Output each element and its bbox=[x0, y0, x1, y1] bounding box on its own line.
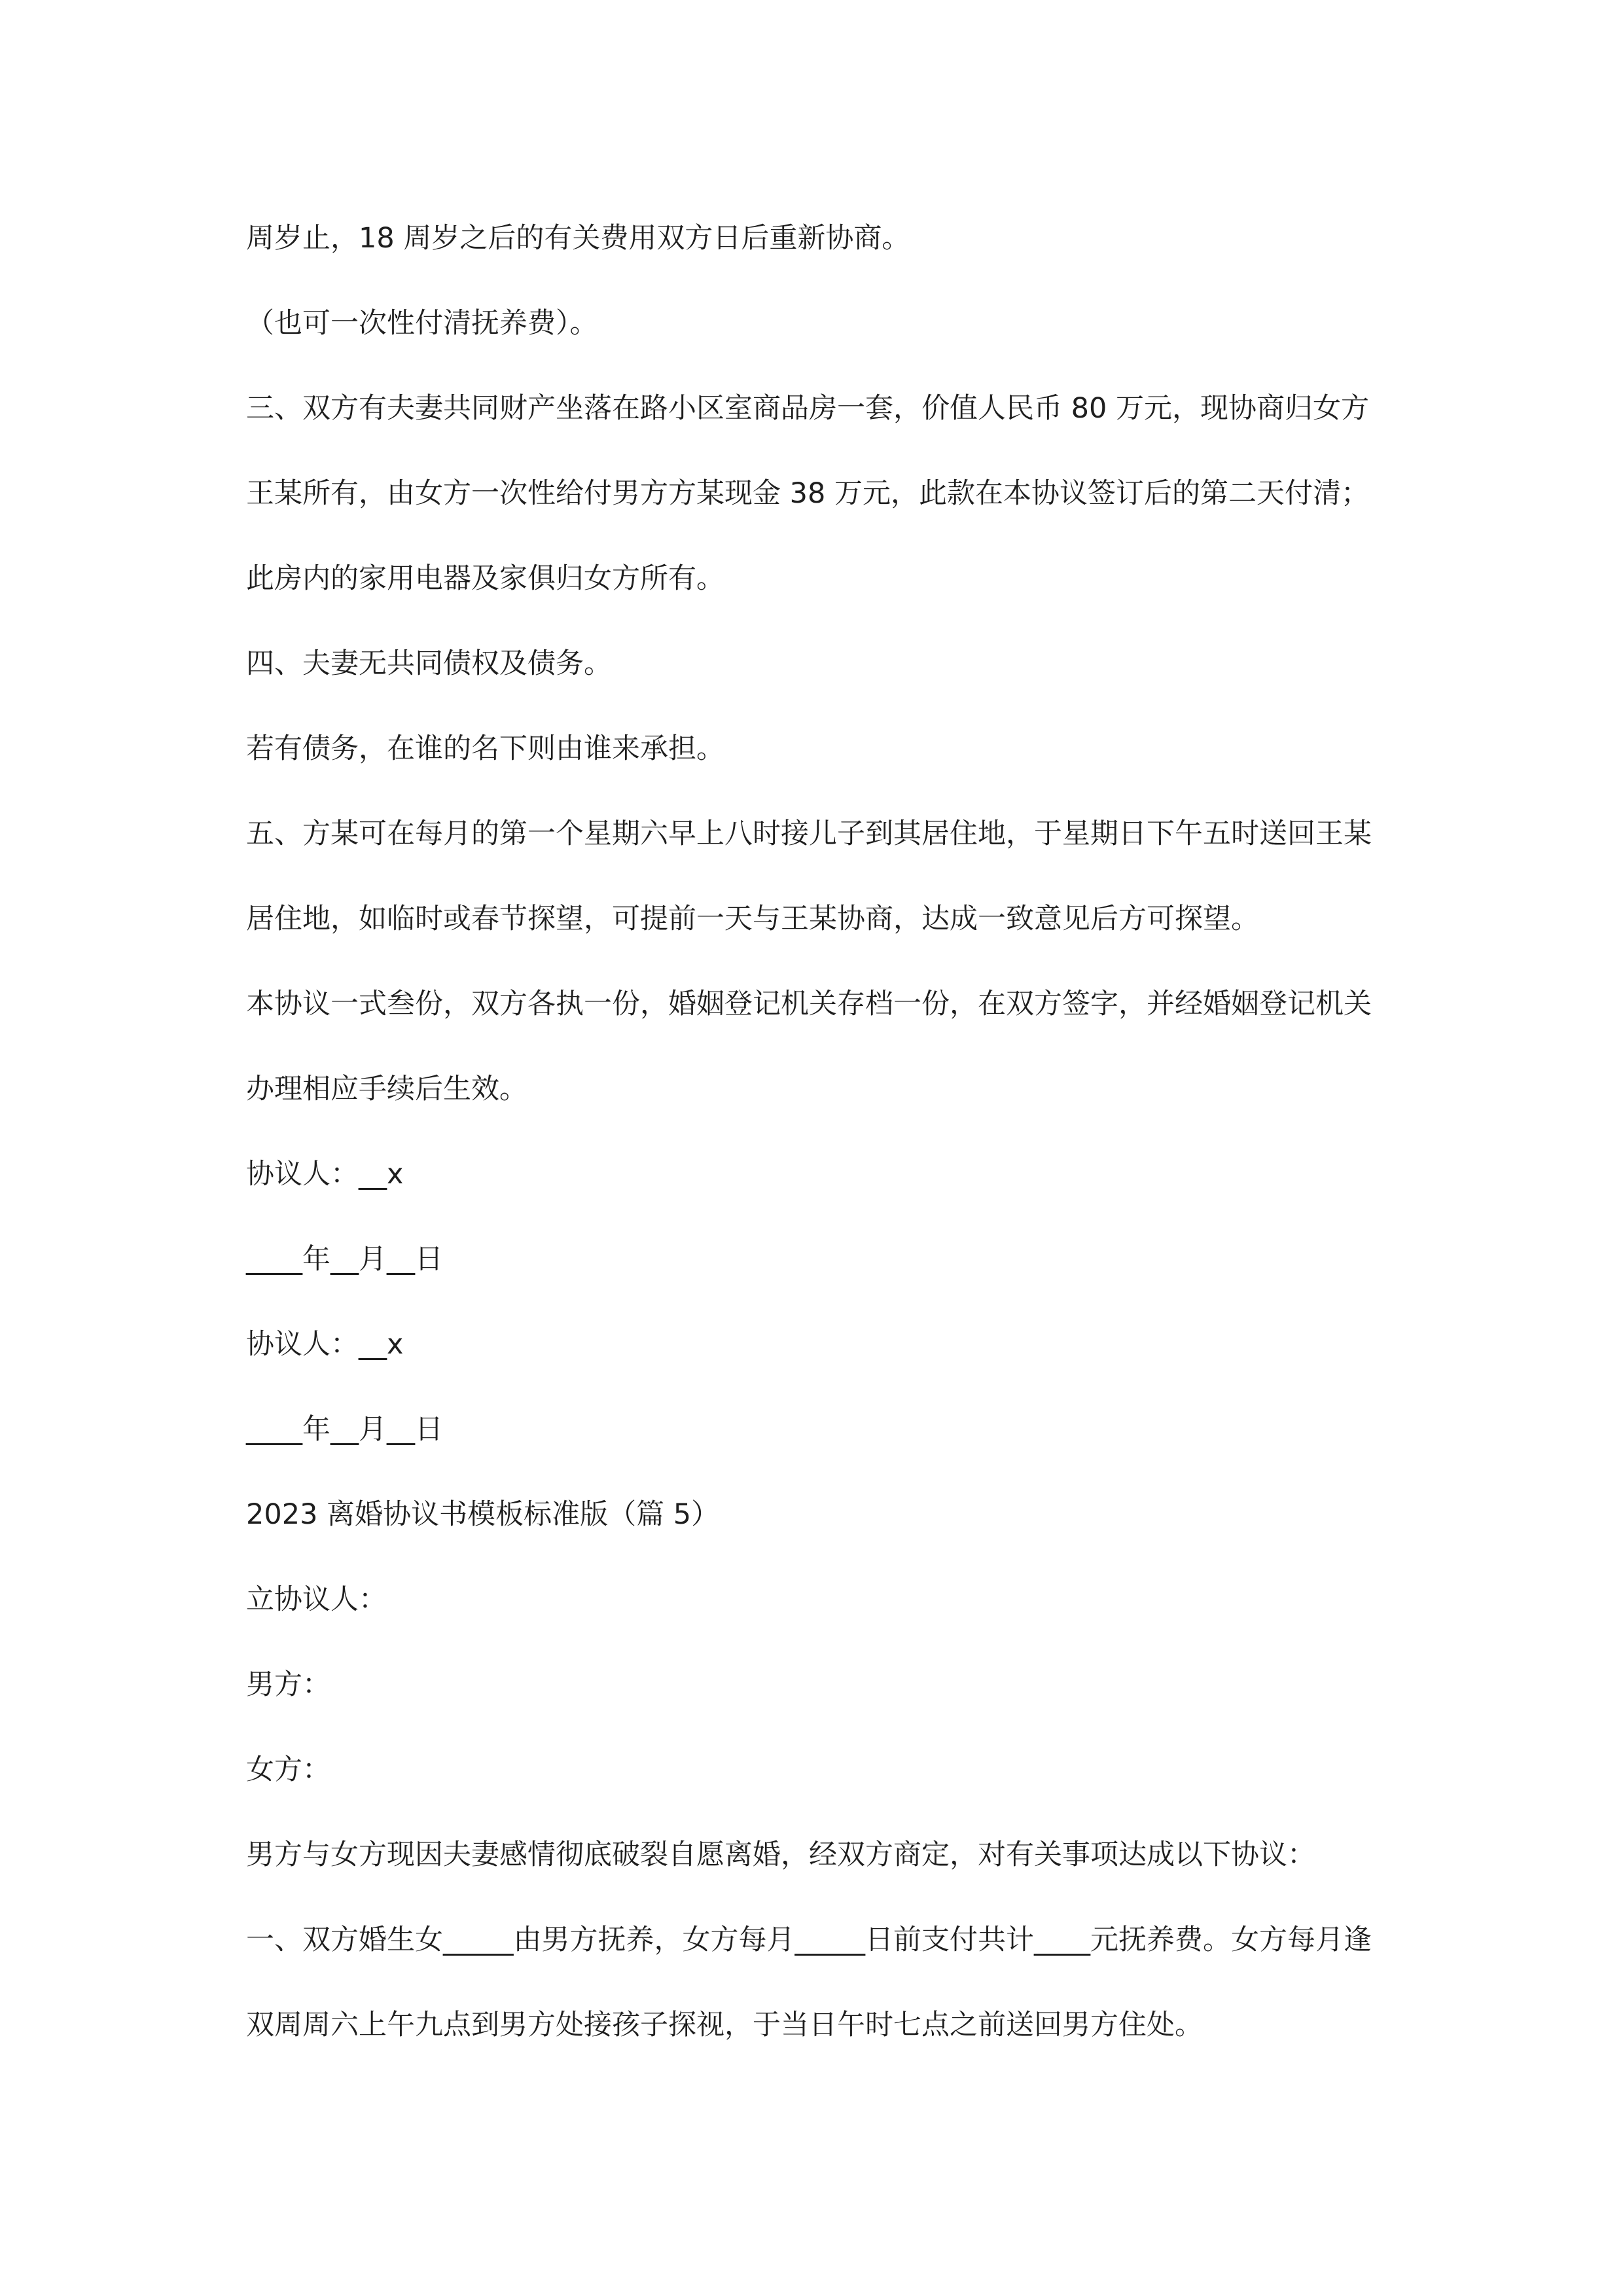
section-title: 2023 离婚协议书模板标准版（篇 5） bbox=[246, 1498, 720, 1531]
signature-date-2: ____年__月__日 bbox=[246, 1413, 443, 1446]
clause-4: 四、夫妻无共同债权及债务。 bbox=[246, 647, 612, 680]
parties-label: 立协议人： bbox=[246, 1583, 387, 1616]
clause-4-debt-note: 若有债务，在谁的名下则由谁来承担。 bbox=[246, 732, 724, 765]
copies-clause-line-1: 本协议一式叁份，双方各执一份，婚姻登记机关存档一份，在双方签字，并经婚姻登记机关 bbox=[246, 988, 1372, 1020]
clause-3-line-1: 三、双方有夫妻共同财产坐落在路小区室商品房一套，价值人民币 80 万元，现协商归女方 bbox=[246, 392, 1370, 425]
signature-date-1: ____年__月__日 bbox=[246, 1243, 443, 1276]
clause-5-line-1: 五、方某可在每月的第一个星期六早上八时接儿子到其居住地，于星期日下午五时送回王某 bbox=[246, 817, 1372, 850]
text-line-continuation-age: 周岁止，18 周岁之后的有关费用双方日后重新协商。 bbox=[246, 222, 910, 255]
copies-clause-line-2: 办理相应手续后生效。 bbox=[246, 1073, 527, 1105]
clause-1-line-2: 双周周六上午九点到男方处接孩子探视，于当日午时七点之前送回男方住处。 bbox=[246, 2009, 1203, 2041]
female-party-label: 女方： bbox=[246, 1753, 330, 1786]
agreement-intro: 男方与女方现因夫妻感情彻底破裂自愿离婚，经双方商定，对有关事项达成以下协议： bbox=[246, 1839, 1315, 1871]
text-line-lump-sum-note: （也可一次性付清抚养费）。 bbox=[246, 307, 598, 340]
clause-1-line-1: 一、双方婚生女_____由男方抚养，女方每月_____日前支付共计____元抚养费。女方每月逢 bbox=[246, 1924, 1372, 1956]
signatory-1: 协议人：__x bbox=[246, 1158, 404, 1191]
signatory-2: 协议人：__x bbox=[246, 1328, 404, 1361]
clause-5-line-2: 居住地，如临时或春节探望，可提前一天与王某协商，达成一致意见后方可探望。 bbox=[246, 903, 1259, 935]
male-party-label: 男方： bbox=[246, 1668, 330, 1701]
clause-3-line-3: 此房内的家用电器及家俱归女方所有。 bbox=[246, 562, 724, 595]
clause-3-line-2: 王某所有，由女方一次性给付男方方某现金 38 万元，此款在本协议签订后的第二天付清； bbox=[246, 477, 1370, 510]
